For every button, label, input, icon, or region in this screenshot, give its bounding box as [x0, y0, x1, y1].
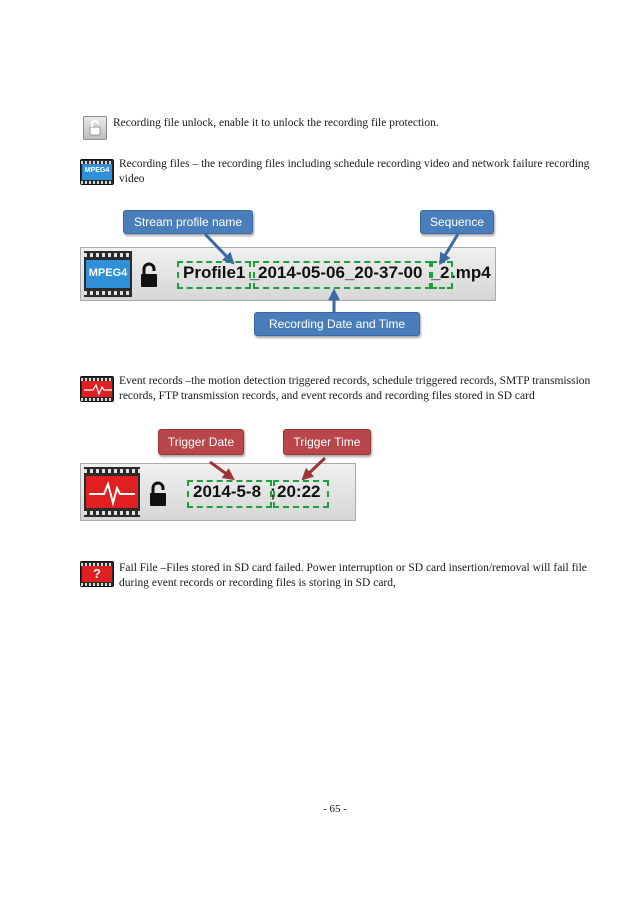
callout-trigger-date: Trigger Date	[158, 429, 244, 455]
callout-trigger-time: Trigger Time	[283, 429, 371, 455]
fail-file-description: Fail File –Files stored in SD card failed. Power interruption or SD card insertion/removal will fail file during event records or recording files is storing in SD card,	[119, 562, 587, 589]
filename-sequence: 2	[440, 263, 450, 282]
filename-profile: Profile1	[183, 263, 246, 282]
filename-extension: .mp4	[451, 263, 491, 282]
callout-sequence: Sequence	[420, 210, 494, 234]
trigger-separator: ;	[270, 482, 276, 501]
arrow-trigger-date	[210, 462, 232, 478]
fail-file-icon	[80, 561, 114, 587]
trigger-time-value: 20:22	[277, 482, 321, 501]
arrow-trigger-time	[304, 458, 325, 478]
filename-sep2: _	[431, 263, 441, 282]
callout-stream-profile-name: Stream profile name	[123, 210, 253, 234]
trigger-date-value: 2014-5-8	[193, 482, 262, 501]
event-records-description: Event records –the motion detection triggered records, schedule triggered records, SMTP transmission records, FTP transmission records, and event records and recording files stored in SD card	[119, 375, 591, 402]
page-number: - 65 -	[323, 803, 347, 815]
filename-sep1: _	[250, 263, 260, 282]
mpeg4-label: MPEG4	[84, 167, 110, 174]
mpeg4-big-label: MPEG4	[88, 267, 128, 279]
callout-recording-date-time: Recording Date and Time	[254, 312, 420, 336]
unlock-description: Recording file unlock, enable it to unlock the recording file protection.	[113, 117, 439, 129]
recording-files-description: Recording files – the recording files including schedule recording video and network failure recording video	[119, 158, 590, 185]
question-mark-icon: ?	[93, 566, 101, 581]
filename-datetime: 2014-05-06_20-37-00	[258, 263, 423, 282]
